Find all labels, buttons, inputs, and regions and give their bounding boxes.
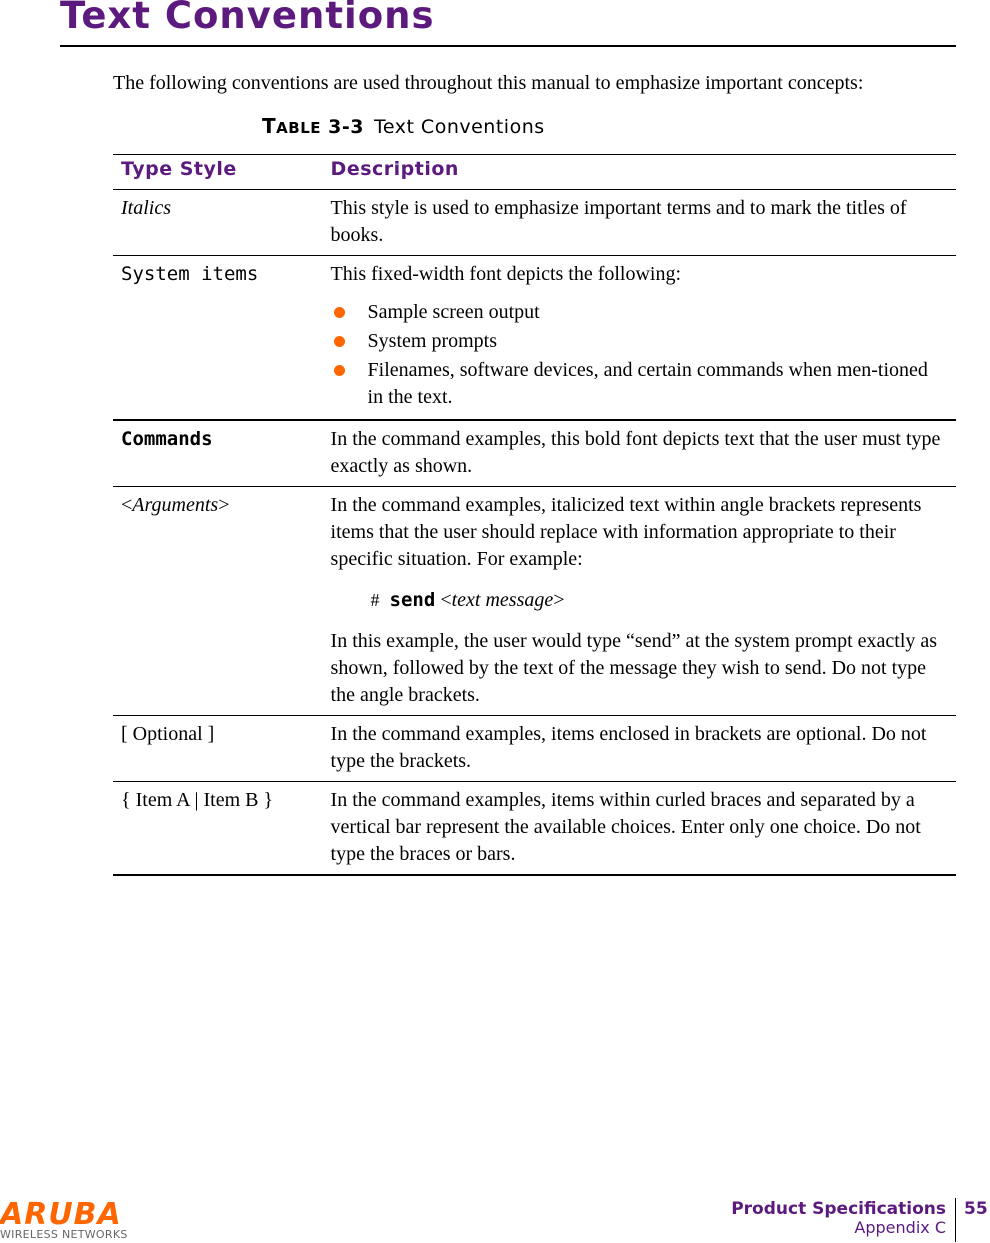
logo-tagline: WIRELESS NETWORKS: [0, 1228, 128, 1241]
prompt-hash: #: [370, 590, 380, 610]
table-header-row: [113, 155, 956, 190]
table-row-arguments: [113, 487, 956, 716]
table-row-items: [113, 782, 956, 876]
table-row-commands: [113, 420, 956, 487]
caption-name: Text Conventions: [373, 116, 545, 138]
aruba-logo: [0, 1197, 128, 1241]
desc-optional: In the command examples, items enclosed in brackets are optional. Do not type the brackets.: [323, 716, 956, 782]
header-description: Description: [323, 155, 956, 190]
caption-t: T: [262, 114, 277, 138]
desc-italics: This style is used to emphasize important terms and to mark the titles of books.: [323, 190, 956, 256]
page-number: 55: [964, 1199, 988, 1219]
example-command: send: [389, 589, 436, 611]
system-items-list: [331, 299, 948, 411]
conventions-table: [113, 154, 956, 876]
style-arguments: <Arguments>: [113, 487, 323, 716]
example-argument: text message: [451, 589, 554, 611]
title-divider: [60, 45, 956, 47]
page-title: Text Conventions: [60, 0, 435, 37]
caption-number: 3-3: [328, 116, 364, 138]
intro-paragraph: The following conventions are used throughout this manual to emphasize important concepts:: [113, 72, 864, 94]
desc-items: In the command examples, items within curled braces and separated by a vertical bar represent the available choices. Enter only one choice. Do not type the braces or bars.: [323, 782, 956, 876]
table-row-italics: [113, 190, 956, 256]
style-optional: [ Optional ]: [113, 716, 323, 782]
desc-arguments: In the command examples, italicized text within angle brackets represents items that the user should replace with information appropriate to their specific situation. For example:: [330, 494, 922, 570]
header-type-style: Type Style: [113, 155, 323, 190]
caption-able: ABLE: [276, 119, 322, 137]
style-items: { Item A | Item B }: [113, 782, 323, 876]
bullet-icon: [334, 365, 345, 376]
table-caption: [262, 114, 545, 138]
style-system-items: System items: [121, 263, 259, 285]
desc-system-items: This fixed-width font depicts the following:: [330, 263, 682, 285]
table-row-system-items: [113, 256, 956, 421]
list-item: Sample screen output: [331, 299, 948, 326]
list-item: Filenames, software devices, and certain commands when men-tioned in the text.: [331, 357, 948, 411]
footer-divider: [955, 1198, 956, 1242]
command-example: # send <text message>: [370, 589, 565, 611]
style-italics: Italics: [113, 190, 323, 256]
list-item: System prompts: [331, 328, 948, 355]
table-row-optional: [113, 716, 956, 782]
footer-section: Product Specifications: [731, 1199, 946, 1219]
logo-wordmark: ARUBA: [0, 1197, 122, 1232]
bullet-icon: [334, 307, 345, 318]
style-commands: Commands: [121, 428, 213, 450]
bullet-icon: [334, 336, 345, 347]
desc-arguments-example: In this example, the user would type “send” at the system prompt exactly as shown, followed by the text of the message they wish to send. Do not type the angle brackets.: [330, 630, 938, 706]
desc-commands: In the command examples, this bold font depicts text that the user must type exactly as shown.: [323, 420, 956, 487]
footer-subsection: Appendix C: [854, 1218, 946, 1237]
